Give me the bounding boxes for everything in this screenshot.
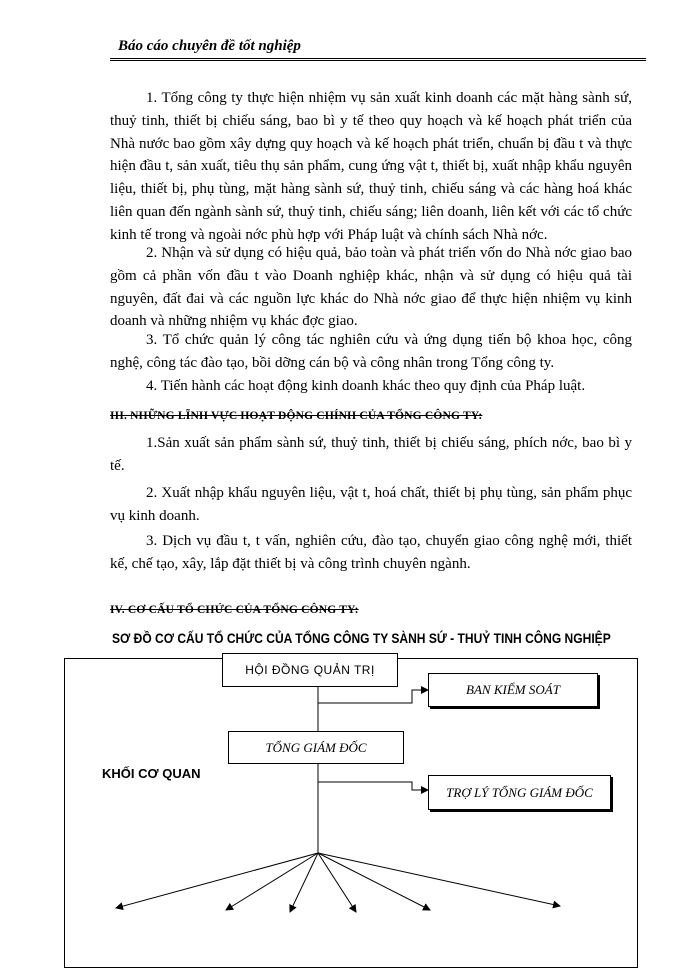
- document-header-title: Báo cáo chuyên đề tốt nghiệp: [118, 38, 301, 54]
- side-label-khoi-co-quan: KHỐI CƠ QUAN: [102, 766, 201, 781]
- paragraph-3: 3. Tổ chức quản lý công tác nghiên cứu và ứng dụng tiến bộ khoa học, công nghệ, công tác đào tạo, bồi dỡng cán bộ và công nhân trong Tổng công ty.: [110, 332, 632, 371]
- section-4-heading: IV. CƠ CẤU TỔ CHỨC CỦA TỔNG CÔNG TY:: [110, 604, 359, 616]
- section-3-paragraph-3: 3. Dịch vụ đầu t, t vấn, nghiên cứu, đào tạo, chuyển giao công nghệ mới, thiết kế, chế tạo, xây, lắp đặt thiết bị và công trình chuyên ngành.: [110, 533, 632, 572]
- board-box: HỘI ĐỒNG QUẢN TRỊ: [222, 653, 398, 687]
- section-3-paragraph-1: 1.Sản xuất sản phẩm sành sứ, thuỷ tinh, thiết bị chiếu sáng, phích nớc, bao bì y tế.: [110, 435, 632, 474]
- section-3-paragraph-2: 2. Xuất nhập khẩu nguyên liệu, vật t, hoá chất, thiết bị phụ tùng, sản phẩm phục vụ kinh doanh.: [110, 485, 632, 524]
- section-3-heading: III. NHỮNG LĨNH VỰC HOẠT ĐỘNG CHÍNH CỦA TỔNG CÔNG TY:: [110, 410, 483, 422]
- paragraph-4: 4. Tiến hành các hoạt động kinh doanh khác theo quy định của Pháp luật.: [146, 378, 586, 394]
- paragraph-1: 1. Tổng công ty thực hiện nhiệm vụ sản xuất kinh doanh các mặt hàng sành sứ, thuỷ tinh, thiết bị chiếu sáng, bao bì y tế theo quy hoạch và kế hoạch phát triển của Nhà nước bao gồm xây dựng quy hoạch và kế hoạch phát triển, chuẩn bị đầu t và thực hiện đầu t, sản xuất, tiêu thụ sản phẩm, cung ứng vật t, thiết bị, xuất nhập khẩu nguyên liệu, thiết bị, phụ tùng, mặt hàng sành sứ, thuỷ tinh, chiếu sáng và các hàng hoá khác liên quan đến ngành sành sứ, thuỷ tinh, chiếu sáng; liên doanh, liên kết với các tổ chức kinh tế trong và ngoài nớc phù hợp với Pháp luật và chính sách Nhà nớc.: [110, 90, 632, 243]
- supervisory-box: BAN KIỂM SOÁT: [428, 673, 598, 707]
- org-chart-title: SƠ ĐỒ CƠ CẤU TỔ CHỨC CỦA TỔNG CÔNG TY SÀNH SỨ - THUỶ TINH CÔNG NGHIỆP: [112, 630, 611, 646]
- assistant-box: TRỢ LÝ TỔNG GIÁM ĐỐC: [428, 775, 611, 810]
- header-rule: [110, 58, 646, 61]
- paragraph-2: 2. Nhận và sử dụng có hiệu quả, bảo toàn và phát triển vốn do Nhà nớc giao bao gồm cả phần vốn đầu t vào Doanh nghiệp khác, nhận và sử dụng có hiệu quả tài nguyên, đất đai và các nguồn lực khác do Nhà nớc giao để thực hiện nhiệm vụ kinh doanh và những nhiệm vụ khác đợc giao.: [110, 245, 632, 330]
- director-box: TỔNG GIÁM ĐỐC: [228, 731, 404, 764]
